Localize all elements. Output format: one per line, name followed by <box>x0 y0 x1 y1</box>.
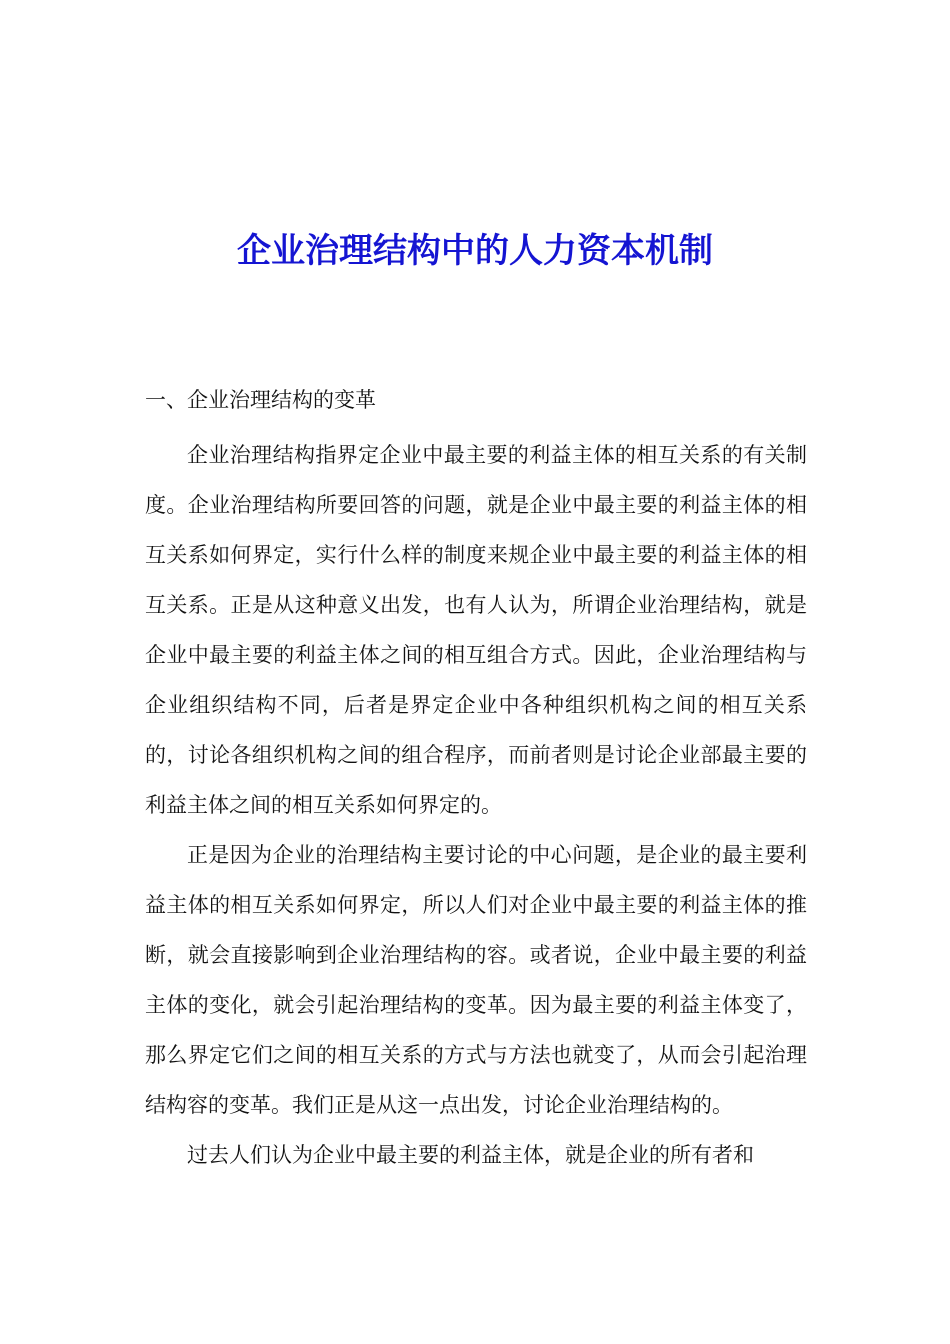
document-title: 企业治理结构中的人力资本机制 <box>237 231 713 271</box>
body-text <box>145 430 807 1180</box>
paragraph-2: 正是因为企业的治理结构主要讨论的中心问题，是企业的最主要利益主体的相互关系如何界定，所以人们对企业中最主要的利益主体的推断，就会直接影响到企业治理结构的容。或者说，企业中最主要的利益主体的变化，就会引起治理结构的变革。因为最主要的利益主体变了，那么界定它们之间的相互关系的方式与方法也就变了，从而会引起治理结构容的变革。我们正是从这一点出发，讨论企业治理结构的。 <box>145 843 807 1117</box>
paragraph-3: 过去人们认为企业中最主要的利益主体，就是企业的所有者和 <box>187 1143 754 1167</box>
section-heading: 一、企业治理结构的变革 <box>145 388 376 412</box>
paragraph-1: 企业治理结构指界定企业中最主要的利益主体的相互关系的有关制度。企业治理结构所要回答的问题，就是企业中最主要的利益主体的相互关系如何界定，实行什么样的制度来规企业中最主要的利益主体的相互关系。正是从这种意义出发，也有人认为，所谓企业治理结构，就是企业中最主要的利益主体之间的相互组合方式。因此，企业治理结构与企业组织结构不同，后者是界定企业中各种组织机构之间的相互关系的，讨论各组织机构之间的组合程序，而前者则是讨论企业部最主要的利益主体之间的相互关系如何界定的。 <box>145 443 807 817</box>
